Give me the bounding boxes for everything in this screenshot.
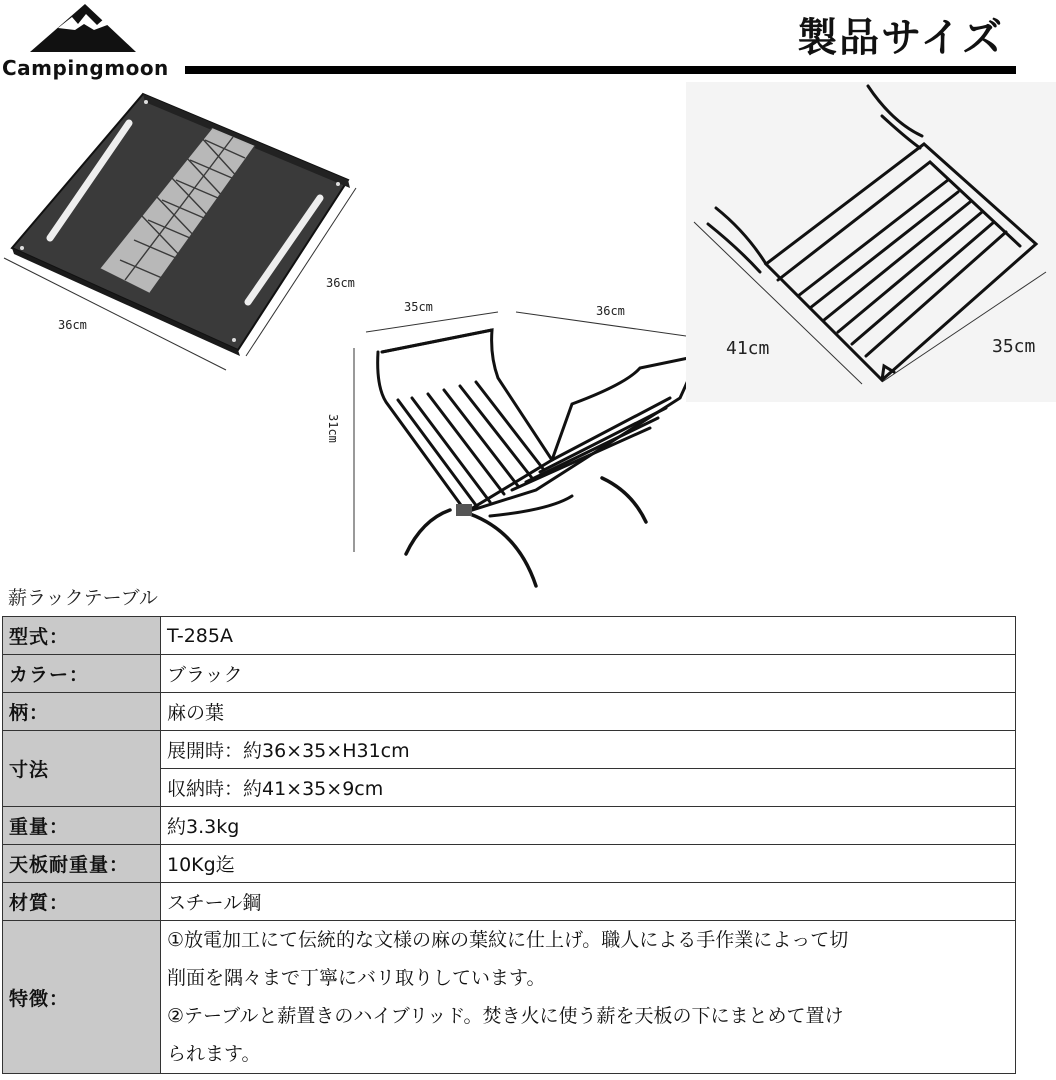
folded-length-label: 41cm (726, 338, 770, 359)
spec-key: 重量： (3, 807, 161, 845)
product-name: 薪ラックテーブル (8, 587, 158, 609)
spec-row-dimensions (3, 731, 1016, 769)
feature-line: ②テーブルと薪置きのハイブリッド。焚き火に使う薪を天板の下にまとめて置け (167, 1005, 844, 1027)
spec-key: 材質： (3, 883, 161, 921)
rack-height-label: 31cm (326, 414, 340, 443)
spec-row-color (3, 655, 1016, 693)
spec-row-load (3, 845, 1016, 883)
feature-line: 削面を隅々まで丁寧にバリ取りしています。 (167, 967, 546, 989)
page-title: 製品サイズ (797, 15, 1004, 61)
feature-line: られます。 (167, 1043, 261, 1065)
spec-row-model (3, 617, 1016, 655)
rack-width-label: 35cm (404, 300, 433, 314)
spec-value: 展開時：約36×35×H31cm (161, 731, 1016, 769)
table-top-plate-image (0, 88, 370, 378)
folded-width-label: 35cm (992, 336, 1036, 357)
spec-value: スチール鋼 (161, 883, 1016, 921)
top-plate-depth-label: 36cm (326, 276, 355, 290)
spec-key: 天板耐重量： (3, 845, 161, 883)
spec-row-features (3, 921, 1016, 1074)
rack-depth-label: 36cm (596, 304, 625, 318)
spec-value: 約3.3kg (161, 807, 1016, 845)
spec-key: 寸法 (3, 731, 161, 807)
spec-value: 麻の葉 (161, 693, 1016, 731)
spec-key: 特徴： (3, 921, 161, 1074)
spec-key: 型式： (3, 617, 161, 655)
spec-key: 柄： (3, 693, 161, 731)
spec-value (161, 921, 1016, 1074)
spec-row-pattern (3, 693, 1016, 731)
spec-value: T-285A (161, 617, 1016, 655)
spec-value: ブラック (161, 655, 1016, 693)
spec-table (2, 616, 1016, 1074)
brand-name: Campingmoon (2, 56, 169, 80)
spec-row-material (3, 883, 1016, 921)
feature-line: ①放電加工にて伝統的な文様の麻の葉紋に仕上げ。職人による手作業によって切 (167, 929, 849, 951)
spec-value: 10Kg迄 (161, 845, 1016, 883)
header-rule (185, 66, 1016, 74)
spec-key: カラー： (3, 655, 161, 693)
spec-value: 収納時：約41×35×9cm (161, 769, 1016, 807)
top-plate-width-label: 36cm (58, 318, 87, 332)
spec-row-weight (3, 807, 1016, 845)
log-rack-image (340, 300, 710, 590)
